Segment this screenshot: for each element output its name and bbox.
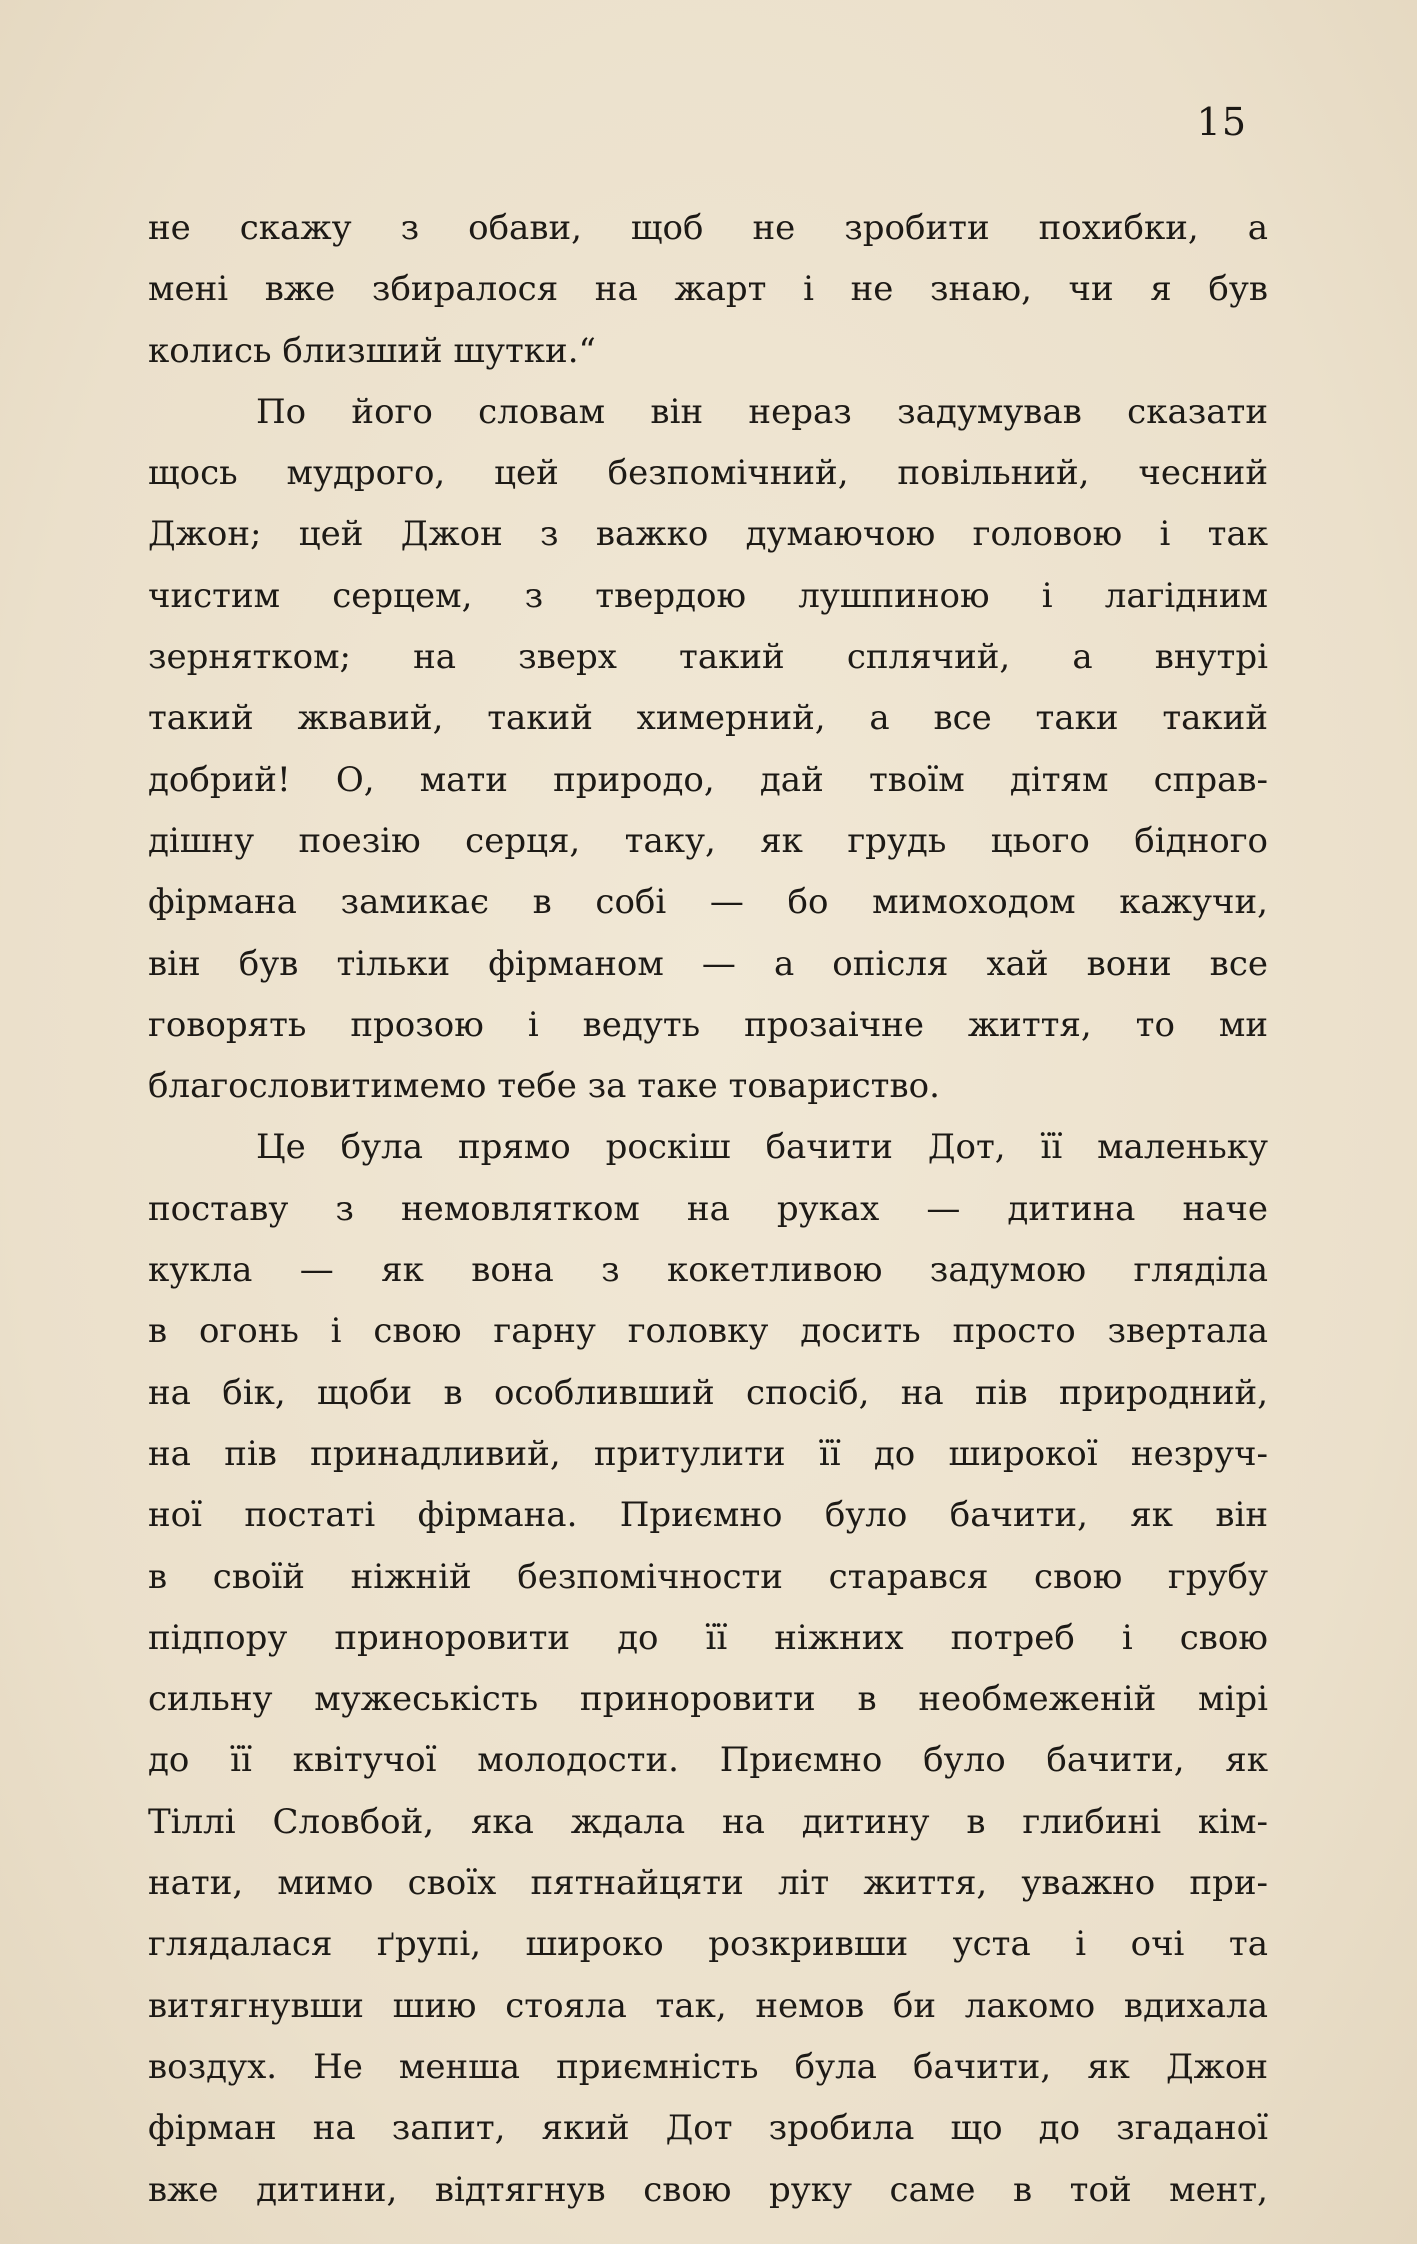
text-line: воздух. Не менша приємність була бачити, як Джон [148, 2046, 1268, 2087]
text-line: зернятком; на зверх такий сплячий, а внутрі [148, 637, 1268, 678]
text-line: поставу з немовлятком на руках — дитина наче [148, 1188, 1268, 1229]
text-line: кукла — як вона з кокетливою задумою гляділа [148, 1250, 1268, 1291]
text-line: в своїй ніжній безпомічности старався свою грубу [148, 1556, 1268, 1597]
text-line: нати, мимо своїх пятнайцяти літ життя, уважно при- [148, 1863, 1268, 1904]
text-line: чистим серцем, з твердою лушпиною і лагідним [148, 575, 1268, 616]
text-line: Джон; цей Джон з важко думаючою головою і так [148, 514, 1268, 555]
page-number: 15 [1196, 100, 1247, 144]
text-line: сильну мужеськість приноровити в необмеженій мірі [148, 1679, 1268, 1720]
text-line: до її квітучої молодости. Приємно було бачити, як [148, 1740, 1268, 1781]
text-line: дішну поезію серця, таку, як грудь цього бідного [148, 820, 1268, 861]
text-line: фірмана замикає в собі — бо мимоходом кажучи, [148, 882, 1268, 923]
text-line: витягнувши шию стояла так, немов би лакомо вдихала [148, 1985, 1268, 2026]
text-line: на пів принадливий, притулити її до широкої незруч- [148, 1433, 1268, 1474]
text-line: він був тільки фірманом — а опісля хай вони все [148, 943, 1268, 984]
text-line: на бік, щоби в особливший спосіб, на пів природний, [148, 1372, 1268, 1413]
text-line: щось мудрого, цей безпомічний, повільний, чесний [148, 453, 1268, 494]
text-line: такий жвавий, такий химерний, а все таки такий [148, 698, 1268, 739]
text-line: не скажу з обави, щоб не зробити похибки, а [148, 208, 1268, 248]
text-line: Це була прямо роскіш бачити Дот, її маленьку [256, 1127, 1268, 1168]
text-line: мені вже збиралося на жарт і не знаю, чи я був [148, 269, 1268, 310]
text-line: благословитимемо тебе за таке товариство. [148, 1066, 940, 1107]
text-body [148, 198, 1268, 2221]
text-line: фірман на запит, який Дот зробила що до згаданої [148, 2108, 1268, 2149]
text-line: підпору приноровити до її ніжних потреб і свою [148, 1617, 1268, 1658]
text-line: добрий! О, мати природо, дай твоїм дітям справ- [148, 759, 1268, 800]
text-line: По його словам він нераз задумував сказати [256, 391, 1268, 432]
text-line: вже дитини, відтягнув свою руку саме в той мент, [148, 2169, 1268, 2210]
text-line: говорять прозою і ведуть прозаічне життя, то ми [148, 1004, 1268, 1045]
text-line: глядалася ґрупі, широко розкривши уста і очі та [148, 1924, 1268, 1965]
text-line: ної постаті фірмана. Приємно було бачити, як він [148, 1495, 1268, 1536]
text-line: в огонь і свою гарну головку досить просто звертала [148, 1311, 1268, 1352]
text-line: Тіллі Словбой, яка ждала на дитину в глибині кім- [148, 1801, 1268, 1842]
text-line: колись близший шутки.“ [148, 330, 596, 371]
